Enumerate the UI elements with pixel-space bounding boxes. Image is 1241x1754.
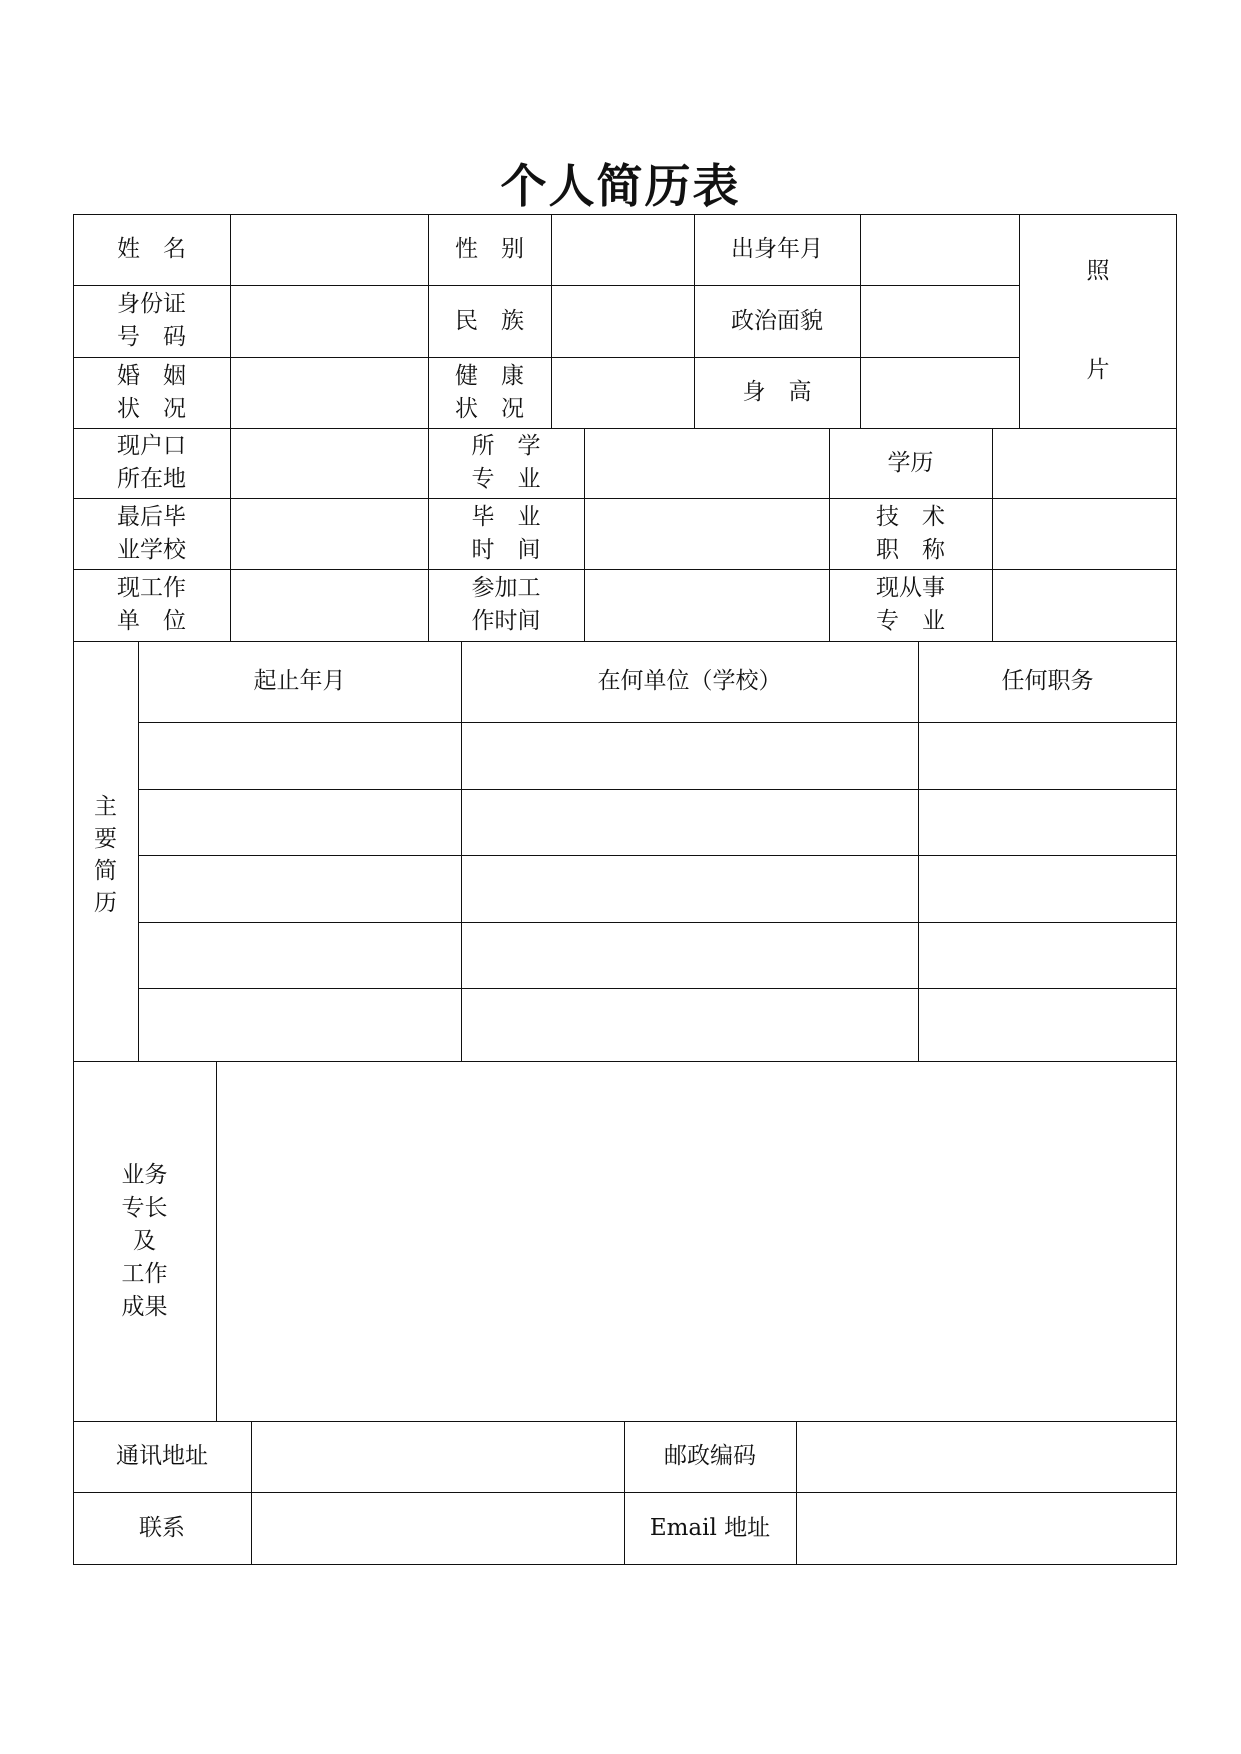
photo-label: 照 片 (1086, 258, 1110, 383)
current-major-field[interactable] (993, 570, 1176, 640)
work-start-label: 参加工 作时间 (471, 575, 541, 634)
resume-position-cell[interactable] (919, 790, 1176, 854)
height-label: 身 高 (742, 379, 812, 405)
expertise-label: 业务 专长 及 工作 成果 (121, 1161, 168, 1320)
resume-period-cell[interactable] (139, 856, 460, 921)
resume-unit-cell[interactable] (462, 856, 917, 921)
resume-period-cell[interactable] (139, 923, 460, 987)
education-field[interactable] (993, 429, 1176, 497)
work-start-field[interactable] (585, 570, 828, 640)
political-status-field[interactable] (861, 286, 1018, 356)
political-status-label: 政治面貌 (731, 307, 823, 334)
resume-section-label: 主 要 简 历 (94, 794, 117, 916)
ethnicity-field[interactable] (552, 286, 693, 356)
last-school-label: 最后毕 业学校 (117, 503, 186, 563)
last-school-field[interactable] (231, 499, 427, 568)
email-field[interactable] (797, 1493, 1176, 1564)
birth-date-label: 出身年月 (731, 236, 823, 262)
work-unit-field[interactable] (231, 570, 427, 640)
name-field[interactable] (231, 215, 427, 284)
address-label: 通讯地址 (116, 1443, 208, 1469)
marital-status-label: 婚 姻 状 况 (117, 362, 186, 422)
phone-field[interactable] (252, 1493, 623, 1564)
resume-position-cell[interactable] (919, 989, 1176, 1060)
resume-position-cell[interactable] (919, 923, 1176, 987)
postal-code-field[interactable] (797, 1422, 1176, 1491)
resume-column-header: 在何单位（学校） (597, 668, 782, 694)
resume-position-cell[interactable] (919, 723, 1176, 788)
graduation-time-label: 毕 业 时 间 (471, 503, 541, 563)
major-label: 所 学 专 业 (471, 433, 541, 492)
name-label: 姓 名 (117, 236, 186, 262)
hukou-field[interactable] (231, 429, 427, 497)
phone-label: 联系 (139, 1515, 185, 1541)
id-number-label: 身份证 号 码 (117, 291, 186, 350)
postal-code-label: 邮政编码 (664, 1443, 756, 1469)
technical-title-label: 技 术 职 称 (876, 503, 945, 563)
page-title: 个人简历表 (500, 159, 741, 213)
ethnicity-label: 民 族 (455, 307, 524, 334)
resume-column-header: 起止年月 (253, 668, 346, 694)
current-major-label: 现从事 专 业 (876, 575, 945, 634)
marital-status-field[interactable] (231, 358, 427, 427)
resume-unit-cell[interactable] (462, 790, 917, 854)
gender-field[interactable] (552, 215, 693, 284)
address-field[interactable] (252, 1422, 623, 1491)
resume-period-cell[interactable] (139, 989, 460, 1060)
photo-area[interactable] (1020, 215, 1176, 427)
resume-unit-cell[interactable] (462, 989, 917, 1060)
hukou-label: 现户口 所在地 (117, 433, 186, 492)
expertise-field[interactable] (217, 1062, 1176, 1420)
graduation-time-field[interactable] (585, 499, 828, 568)
resume-position-cell[interactable] (919, 856, 1176, 921)
education-label: 学历 (887, 449, 934, 476)
resume-unit-cell[interactable] (462, 723, 917, 788)
height-field[interactable] (861, 358, 1018, 427)
major-field[interactable] (585, 429, 828, 497)
resume-column-header: 任何职务 (1001, 668, 1094, 694)
gender-label: 性 别 (455, 236, 524, 262)
health-status-field[interactable] (552, 358, 693, 427)
resume-period-cell[interactable] (139, 723, 460, 788)
email-label: Email 地址 (649, 1515, 771, 1541)
work-unit-label: 现工作 单 位 (117, 575, 186, 634)
id-number-field[interactable] (231, 286, 427, 356)
health-status-label: 健 康 状 况 (455, 362, 524, 422)
resume-unit-cell[interactable] (462, 923, 917, 987)
birth-date-field[interactable] (861, 215, 1018, 284)
technical-title-field[interactable] (993, 499, 1176, 568)
resume-period-cell[interactable] (139, 790, 460, 854)
